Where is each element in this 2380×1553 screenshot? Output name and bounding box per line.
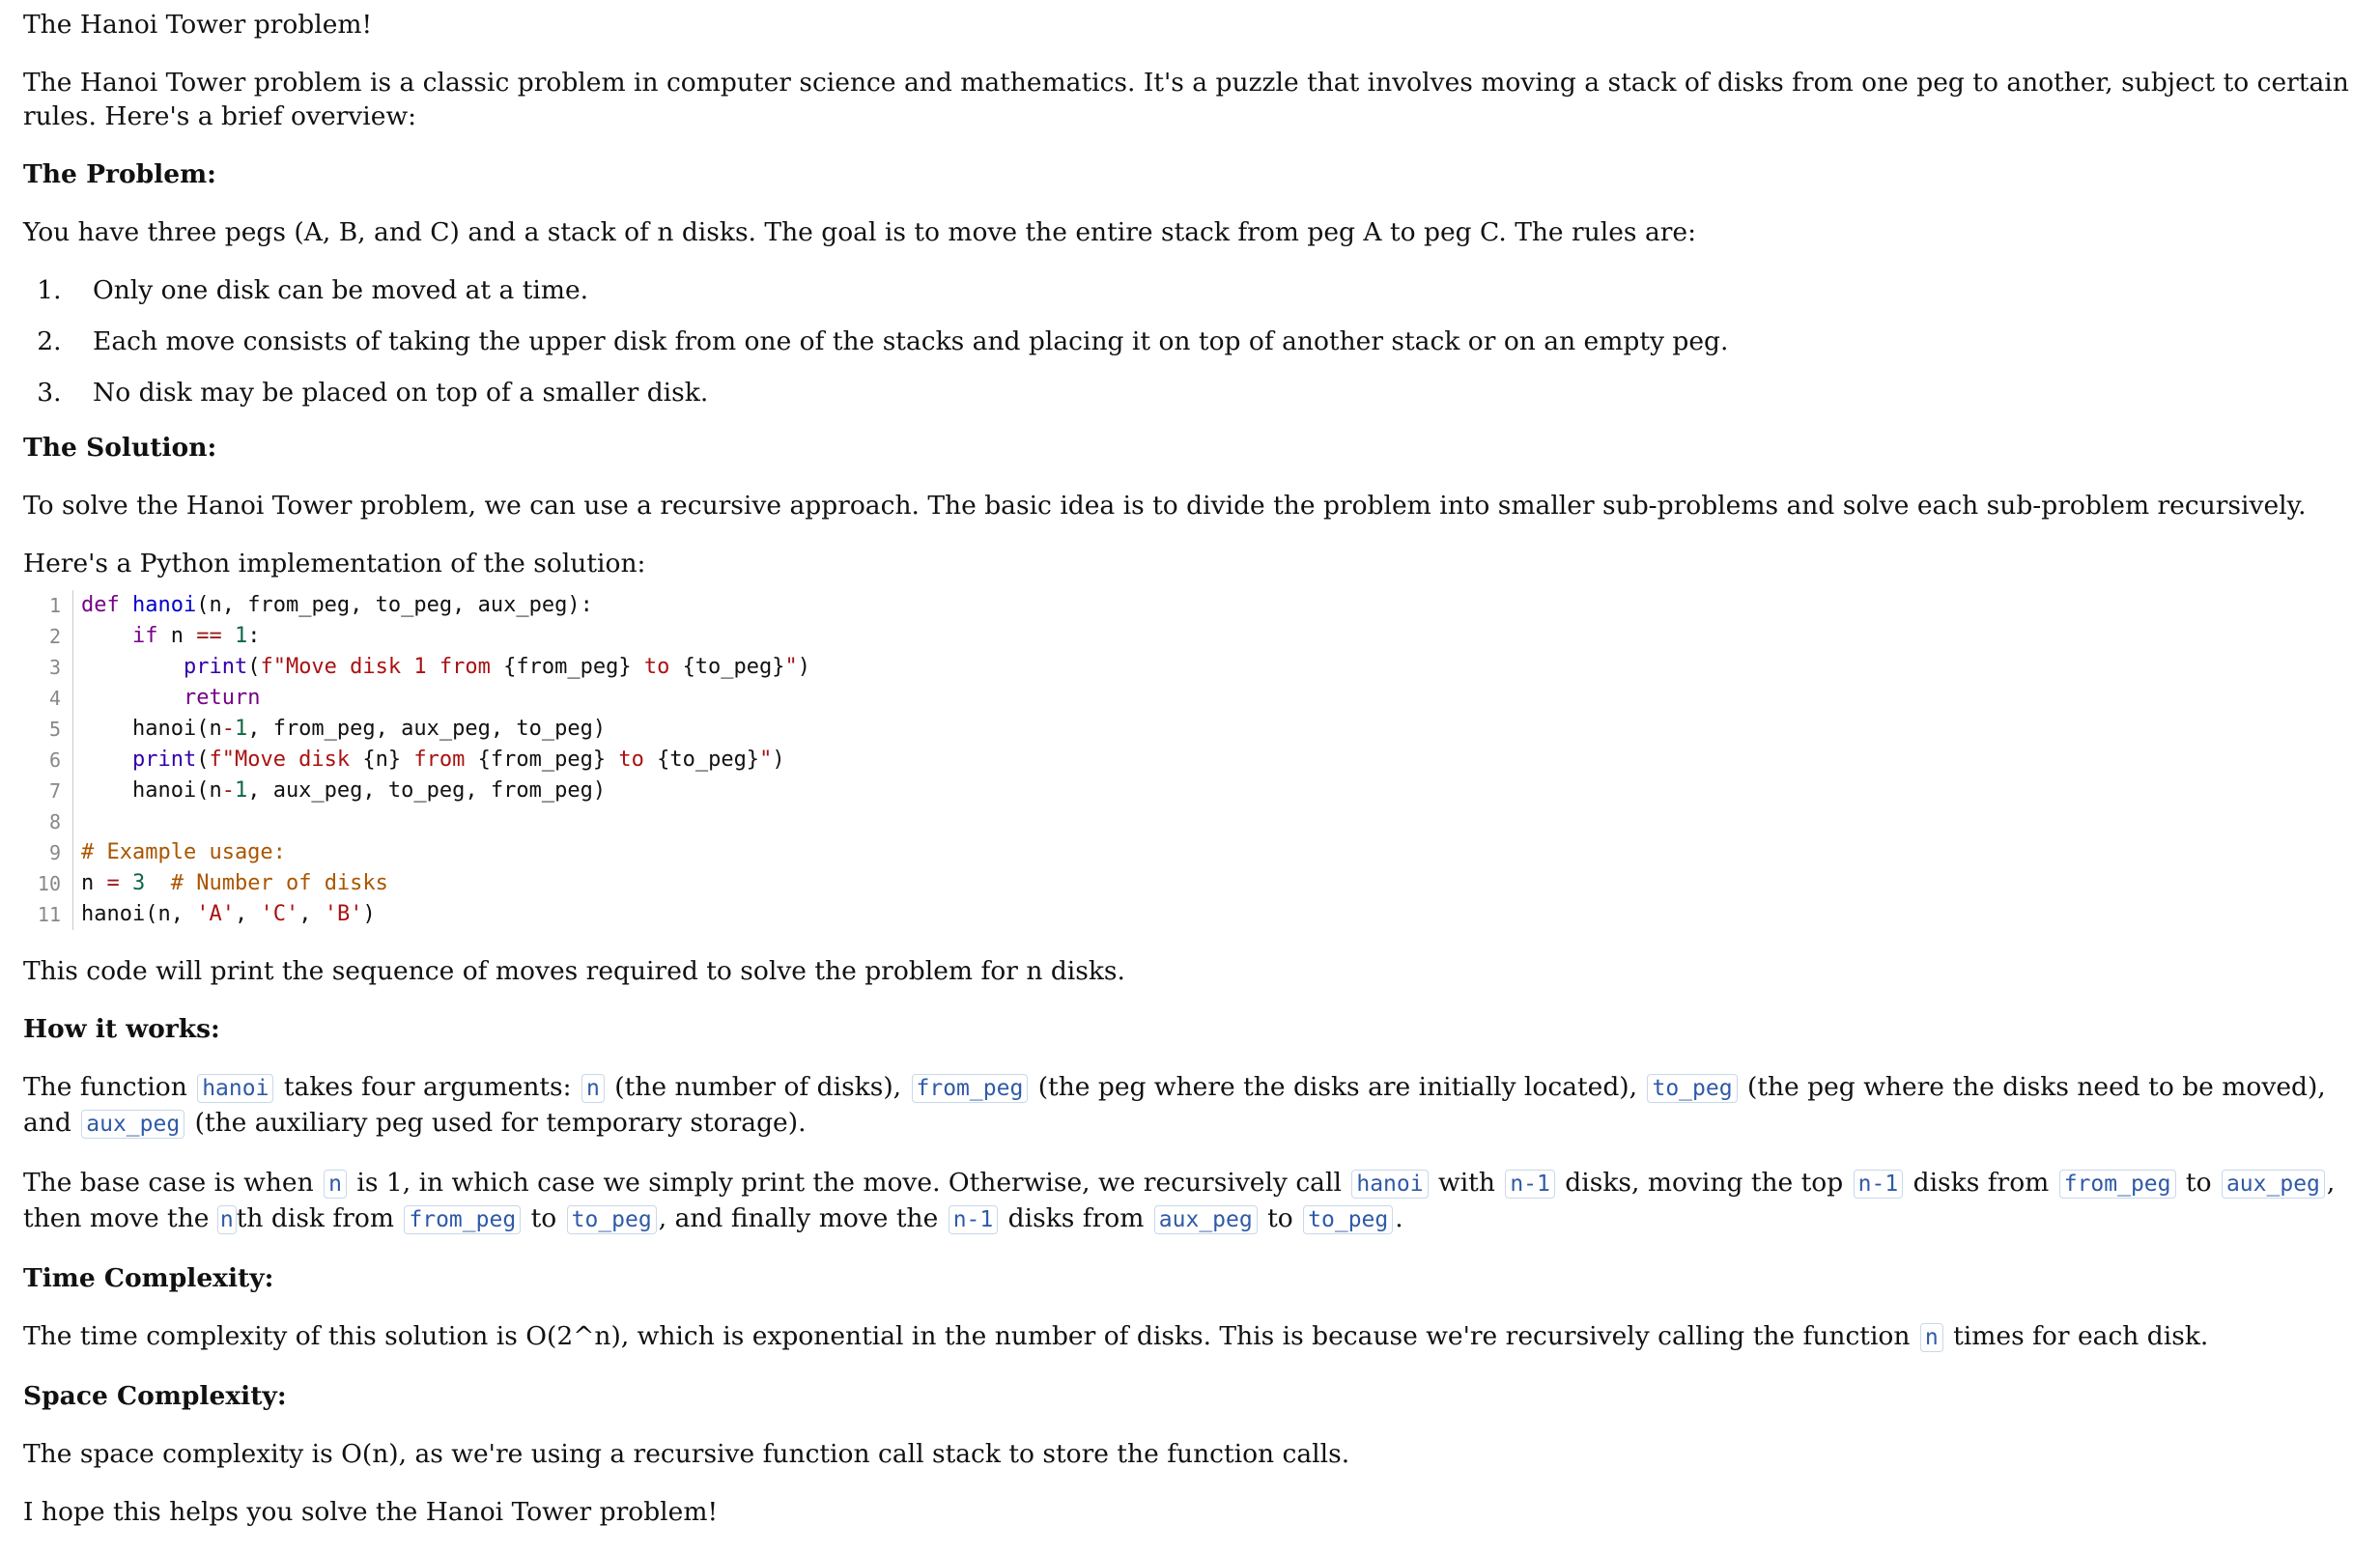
code-token: )	[772, 748, 785, 772]
code-line	[81, 837, 810, 868]
text-run: .	[1395, 1203, 1403, 1233]
problem-heading: The Problem:	[23, 159, 216, 189]
text-run: , then move the	[23, 1168, 2336, 1233]
inline-code: aux_peg	[2222, 1170, 2325, 1199]
text-run: (the auxiliary peg used for temporary storage).	[186, 1108, 807, 1138]
text-run: is 1, in which case we simply print the move. Otherwise, we recursively call	[348, 1168, 1350, 1198]
code-token: hanoi(n,	[81, 902, 197, 926]
line-number: 4	[48, 687, 61, 710]
code-token: ==	[196, 624, 222, 648]
text-run: The function	[23, 1072, 196, 1102]
code-token	[81, 655, 184, 679]
code-token: hanoi(n	[81, 778, 222, 803]
code-token: # Number of disks	[170, 871, 388, 895]
time-heading: Time Complexity:	[23, 1263, 274, 1293]
code-token: {from_peg}	[503, 655, 632, 679]
code-token: ,	[234, 902, 261, 926]
inline-code: hanoi	[1351, 1170, 1428, 1199]
code-token	[81, 686, 184, 710]
line-number: 6	[48, 748, 61, 772]
code-line	[81, 899, 810, 930]
code-token: from	[401, 748, 478, 772]
inline-code: n	[1920, 1323, 1943, 1352]
code-token: if	[131, 624, 158, 648]
code-token: ,	[298, 902, 325, 926]
code-block[interactable]	[23, 590, 2363, 930]
code-token: 1	[234, 624, 248, 648]
rule-item: 2. Each move consists of taking the upper disk from one of the stacks and placing it on top of another stack or on an empty peg.	[70, 325, 2363, 358]
text-run: th disk from	[236, 1203, 403, 1233]
code-intro-paragraph: Here's a Python implementation of the solution:	[23, 549, 646, 579]
code-line	[81, 621, 810, 652]
code-token: "	[784, 655, 798, 679]
inline-code: to_peg	[1647, 1074, 1737, 1103]
line-number: 2	[48, 625, 61, 648]
inline-code: to_peg	[567, 1205, 657, 1234]
time-paragraph	[23, 1319, 2363, 1355]
text-run: (the peg where the disks are initially located),	[1030, 1072, 1646, 1102]
inline-code: from_peg	[2059, 1170, 2176, 1199]
text-run: disks from	[1000, 1203, 1152, 1233]
line-number: 11	[37, 903, 61, 926]
code-token: , aux_peg, to_peg, from_peg)	[247, 778, 607, 803]
inline-code: to_peg	[1303, 1205, 1393, 1234]
after-code-paragraph: This code will print the sequence of moves required to solve the problem for n disks.	[23, 956, 1125, 986]
text-run: (the peg where the disks need to be moved), and	[23, 1072, 2326, 1138]
inline-code: n	[324, 1170, 347, 1199]
line-number: 3	[48, 656, 61, 679]
problem-paragraph: You have three pegs (A, B, and C) and a stack of n disks. The goal is to move the entire stack from peg A to peg C. The rules are:	[23, 217, 1697, 247]
code-line	[81, 776, 810, 806]
space-heading: Space Complexity:	[23, 1381, 287, 1411]
code-lines[interactable]	[73, 590, 810, 930]
code-token: hanoi	[132, 593, 197, 617]
code-token: 3	[132, 871, 146, 895]
inline-code: aux_peg	[1154, 1205, 1258, 1234]
code-line	[81, 590, 810, 621]
code-token	[81, 748, 132, 772]
how-paragraph-2	[23, 1166, 2363, 1237]
text-run: disks from	[1905, 1168, 2057, 1198]
text-run: (the number of disks),	[606, 1072, 910, 1102]
code-line	[81, 745, 810, 776]
code-token: =	[106, 871, 120, 895]
inline-code: aux_peg	[81, 1110, 184, 1139]
inline-code: n	[581, 1074, 605, 1103]
code-token: 1	[234, 717, 248, 741]
line-number: 9	[48, 841, 61, 864]
text-run: takes four arguments:	[275, 1072, 580, 1102]
code-token: (	[247, 655, 261, 679]
code-token: -	[221, 778, 235, 803]
text-run: , and finally move the	[658, 1203, 947, 1233]
solution-paragraph: To solve the Hanoi Tower problem, we can use a recursive approach. The basic idea is to divide the problem into smaller sub-problems and solve each sub-problem recursively.	[23, 491, 2307, 521]
text-run: disks, moving the top	[1556, 1168, 1852, 1198]
inline-code: n	[217, 1205, 237, 1234]
code-token	[222, 624, 235, 648]
code-token: 'A'	[196, 902, 235, 926]
text-run: The time complexity of this solution is O(2^n), which is exponential in the number of disks. This is because we're recursively calling the function	[23, 1321, 1918, 1351]
code-token: :	[247, 624, 261, 648]
code-token: return	[183, 686, 261, 710]
code-token: print	[183, 655, 248, 679]
text-run: to	[2177, 1168, 2220, 1198]
text-run: times for each disk.	[1944, 1321, 2209, 1351]
line-number: 10	[37, 872, 61, 895]
code-token: -	[221, 717, 235, 741]
code-token: 1	[234, 778, 248, 803]
code-token: f"Move disk 1 from	[260, 655, 504, 679]
rules-list	[23, 273, 2363, 409]
inline-code: n-1	[949, 1205, 999, 1234]
code-line	[81, 683, 810, 714]
code-line	[81, 652, 810, 683]
code-token: "	[759, 748, 773, 772]
rule-item: 1. Only one disk can be moved at a time.	[70, 273, 2363, 307]
code-token: n	[157, 624, 197, 648]
how-heading: How it works:	[23, 1014, 220, 1044]
solution-heading: The Solution:	[23, 433, 217, 463]
text-run: to	[1259, 1203, 1302, 1233]
line-number: 8	[48, 810, 61, 833]
line-number: 1	[48, 594, 61, 617]
code-line	[81, 806, 810, 837]
code-token: {n}	[362, 748, 402, 772]
inline-code: n-1	[1854, 1170, 1904, 1199]
line-number: 5	[48, 718, 61, 741]
inline-code: from_peg	[912, 1074, 1029, 1103]
how-paragraph-1	[23, 1070, 2363, 1142]
code-token: (	[196, 748, 210, 772]
response-title: The Hanoi Tower problem!	[23, 10, 373, 40]
code-token: f"Move disk	[209, 748, 363, 772]
code-line	[81, 868, 810, 899]
code-token: (n, from_peg, to_peg, aux_peg):	[196, 593, 593, 617]
code-token: n	[81, 871, 107, 895]
code-line	[81, 714, 810, 745]
code-token: to	[606, 748, 658, 772]
code-token: hanoi(n	[81, 717, 222, 741]
code-token	[120, 593, 132, 617]
code-token: )	[362, 902, 376, 926]
code-token	[120, 871, 132, 895]
code-token	[145, 871, 171, 895]
code-token: , from_peg, aux_peg, to_peg)	[247, 717, 607, 741]
code-token: {from_peg}	[477, 748, 607, 772]
closing-paragraph: I hope this helps you solve the Hanoi Tower problem!	[23, 1497, 719, 1527]
code-token: 'C'	[260, 902, 299, 926]
rule-item: 3. No disk may be placed on top of a smaller disk.	[70, 376, 2363, 409]
intro-paragraph: The Hanoi Tower problem is a classic problem in computer science and mathematics. It's a puzzle that involves moving a stack of disks from one peg to another, subject to certain rules. Here's a brief overview:	[23, 68, 2349, 131]
text-run: The base case is when	[23, 1168, 323, 1198]
code-token: {to_peg}	[657, 748, 760, 772]
inline-code: from_peg	[404, 1205, 521, 1234]
text-run: with	[1430, 1168, 1504, 1198]
code-token: # Example usage:	[81, 840, 286, 864]
code-token: def	[81, 593, 120, 617]
space-paragraph: The space complexity is O(n), as we're using a recursive function call stack to store the function calls.	[23, 1439, 1350, 1469]
code-token: print	[131, 748, 197, 772]
inline-code: n-1	[1505, 1170, 1555, 1199]
line-number: 7	[48, 779, 61, 803]
code-token: {to_peg}	[682, 655, 785, 679]
code-token: to	[631, 655, 683, 679]
text-run: to	[523, 1203, 565, 1233]
line-number-gutter	[23, 590, 73, 930]
inline-code: hanoi	[197, 1074, 273, 1103]
code-token	[81, 624, 132, 648]
code-token: 'B'	[324, 902, 363, 926]
code-token: )	[797, 655, 811, 679]
